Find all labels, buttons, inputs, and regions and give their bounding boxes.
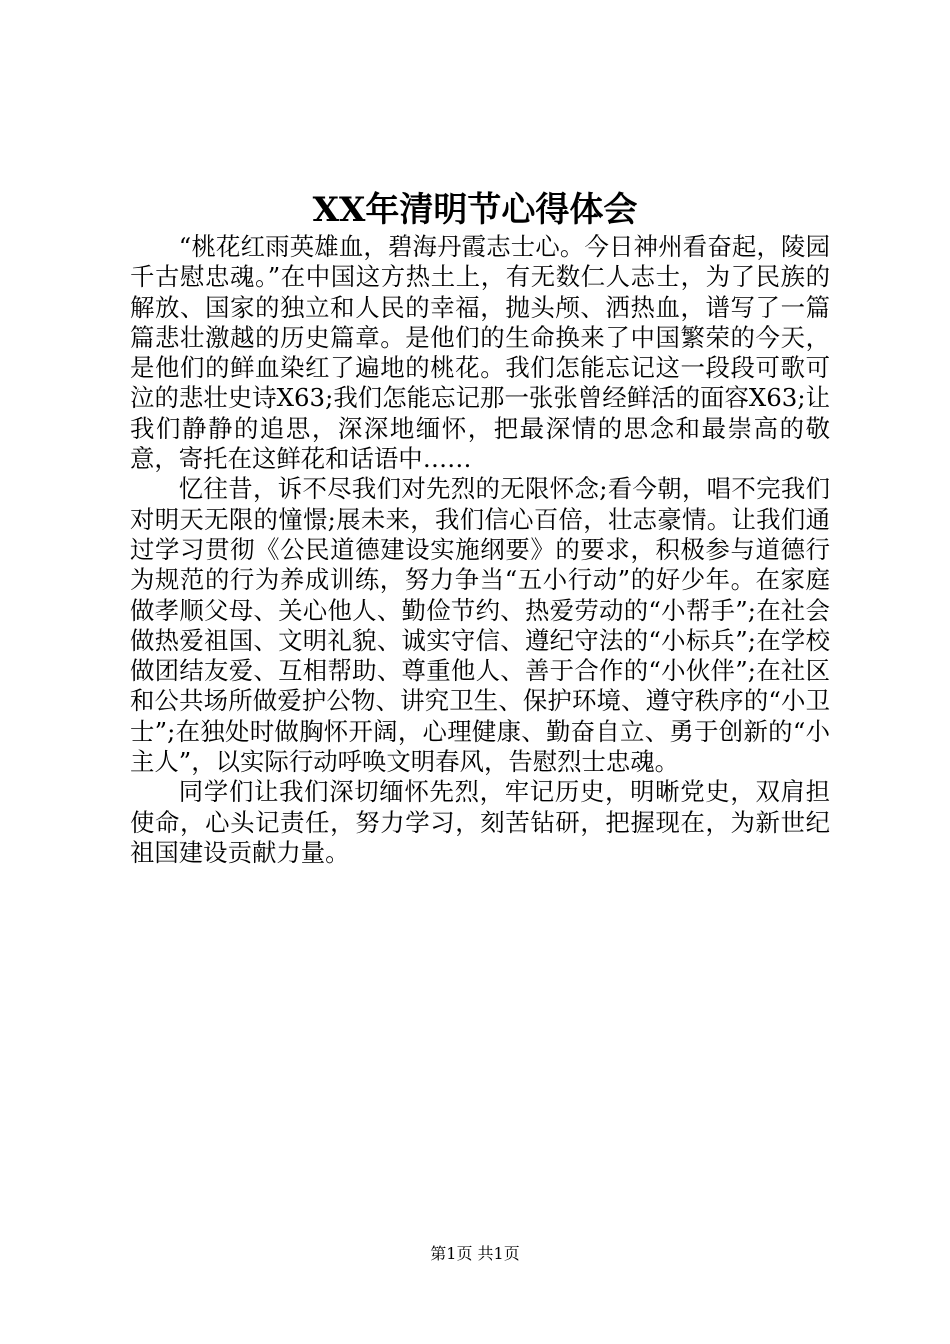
paragraph-1: “桃花红雨英雄血，碧海丹霞志士心。今日神州看奋起，陵园千古慰忠魂。”在中国这方热土上，有无数仁人志士，为了民族的解放、国家的独立和人民的幸福，抛头颅、洒热血，谱写了一篇篇悲壮激越的历史篇章。是他们的生命换来了中国繁荣的今天，是他们的鲜血染红了遍地的桃花。我们怎能忘记这一段段可歌可泣的悲壮史诗X63;我们怎能忘记那一张张曾经鲜活的面容X63;让我们静静的追思，深深地缅怀，把最深情的思念和最崇高的敬意，寄托在这鲜花和话语中…… bbox=[130, 232, 830, 474]
document-title: XX年清明节心得体会 bbox=[312, 190, 638, 230]
document-body bbox=[130, 232, 830, 868]
page-number-footer: 第1页 共1页 bbox=[430, 1244, 520, 1263]
paragraph-3: 同学们让我们深切缅怀先烈，牢记历史，明晰党史，双肩担使命，心头记责任，努力学习，刻苦钻研，把握现在，为新世纪祖国建设贡献力量。 bbox=[130, 777, 830, 867]
paragraph-2: 忆往昔，诉不尽我们对先烈的无限怀念;看今朝，唱不完我们对明天无限的憧憬;展未来，我们信心百倍，壮志豪情。让我们通过学习贯彻《公民道德建设实施纲要》的要求，积极参与道德行为规范的行为养成训练，努力争当“五小行动”的好少年。在家庭做孝顺父母、关心他人、勤俭节约、热爱劳动的“小帮手”;在社会做热爱祖国、文明礼貌、诚实守信、遵纪守法的“小标兵”;在学校做团结友爱、互相帮助、尊重他人、善于合作的“小伙伴”;在社区和公共场所做爱护公物、讲究卫生、保护环境、遵守秩序的“小卫士”;在独处时做胸怀开阔，心理健康、勤奋自立、勇于创新的“小主人”，以实际行动呼唤文明春风，告慰烈士忠魂。 bbox=[130, 474, 830, 777]
